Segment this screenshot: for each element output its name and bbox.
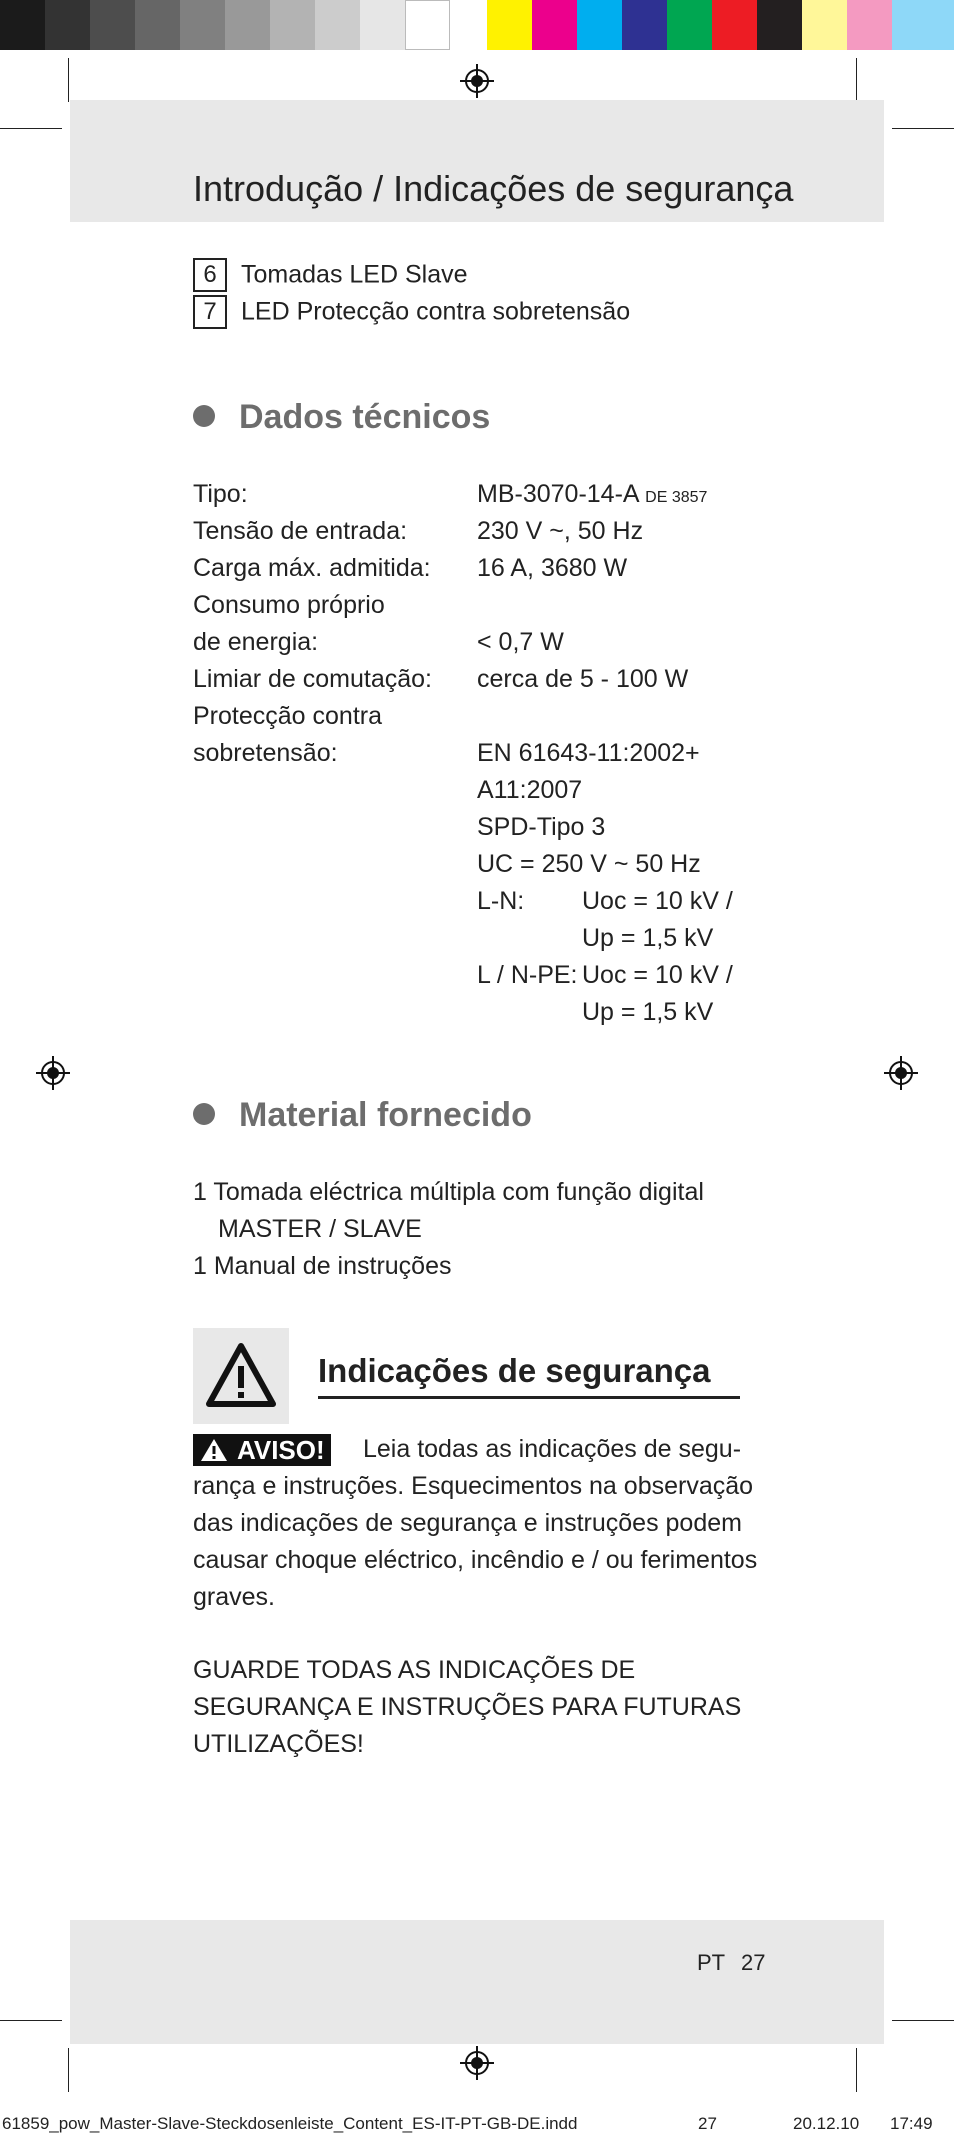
spec-value: 16 A, 3680 W: [477, 554, 628, 582]
crop-mark: [856, 2048, 857, 2092]
color-swatch: [622, 0, 667, 50]
page-number: 27: [741, 1950, 766, 1975]
slug-filename: 61859_pow_Master-Slave-Steckdosenleiste_Content_ES-IT-PT-GB-DE.indd: [2, 2114, 578, 2133]
slug-time: 17:49: [890, 2114, 933, 2133]
section-heading-safety: Indicações de segurança: [318, 1352, 711, 1389]
crop-mark: [892, 128, 954, 129]
warning-small-icon: [199, 1437, 229, 1463]
spec-value-continued: SPD-Tipo 3: [477, 813, 606, 841]
warning-text: Leia todas as indicações de segu-: [363, 1435, 742, 1463]
list-item: 1 Tomada eléctrica múltipla com função digital: [193, 1178, 704, 1206]
spec-label: Tipo:: [193, 480, 248, 508]
color-swatch: [90, 0, 135, 50]
spec-ln-value: Up = 1,5 kV: [582, 924, 714, 952]
legend-number: 7: [193, 295, 227, 329]
slug-page: 27: [698, 2114, 717, 2133]
color-swatch: [577, 0, 622, 50]
color-swatch: [532, 0, 577, 50]
color-swatch: [667, 0, 712, 50]
legend-number: 6: [193, 258, 227, 292]
warning-badge-label: AVISO!: [237, 1435, 325, 1465]
spec-ln-value: Uoc = 10 kV /: [582, 887, 733, 915]
bullet-icon: [193, 1103, 215, 1125]
warning-badge: [193, 1434, 331, 1466]
section-heading-technical: Dados técnicos: [193, 398, 490, 437]
spec-label: de energia:: [193, 628, 319, 656]
spec-label: Tensão de entrada:: [193, 517, 408, 545]
spec-lnpe-value: Uoc = 10 kV /: [582, 961, 733, 989]
spec-value-continued: UC = 250 V ~ 50 Hz: [477, 850, 701, 878]
spec-ln-label: L-N:: [477, 887, 525, 915]
registration-mark-icon: [460, 2046, 494, 2080]
legend-text: Tomadas LED Slave: [241, 260, 468, 289]
spec-value: 230 V ~, 50 Hz: [477, 517, 644, 545]
section-heading-supplied: Material fornecido: [193, 1096, 532, 1135]
bullet-icon: [193, 405, 215, 427]
spec-lnpe-label: L / N-PE:: [477, 961, 578, 989]
page-title: Introdução / Indicações de segurança: [193, 168, 794, 209]
warning-text: rança e instruções. Esquecimentos na observação: [193, 1472, 754, 1500]
heading-underline: [318, 1396, 740, 1399]
keep-instructions-text: SEGURANÇA E INSTRUÇÕES PARA FUTURAS: [193, 1693, 742, 1721]
registration-mark-icon: [884, 1056, 918, 1090]
color-swatch: [0, 0, 45, 50]
color-swatch: [180, 0, 225, 50]
color-swatch: [225, 0, 270, 50]
list-item: MASTER / SLAVE: [218, 1215, 422, 1243]
spec-value: < 0,7 W: [477, 628, 564, 656]
color-calibration-bar: [0, 0, 954, 50]
footer-band: [70, 1920, 884, 2044]
color-swatch: [712, 0, 757, 50]
crop-mark: [68, 2048, 69, 2092]
keep-instructions-text: UTILIZAÇÕES!: [193, 1730, 364, 1758]
footer-language: PT: [697, 1950, 726, 1975]
spec-value: cerca de 5 - 100 W: [477, 665, 689, 693]
warning-text: graves.: [193, 1583, 275, 1611]
spec-value: MB-3070-14-A DE 3857: [477, 480, 708, 508]
crop-mark: [892, 2020, 954, 2021]
color-swatch: [487, 0, 532, 50]
color-swatch: [45, 0, 90, 50]
spec-label: sobretensão:: [193, 739, 338, 767]
spec-value: EN 61643-11:2002+: [477, 739, 700, 767]
spec-value-continued: A11:2007: [477, 776, 583, 804]
color-swatch: [405, 0, 450, 50]
registration-mark-icon: [460, 64, 494, 98]
warning-text: causar choque eléctrico, incêndio e / ou ferimentos: [193, 1546, 758, 1574]
spec-label: Consumo próprio: [193, 591, 385, 619]
legend-item: [193, 258, 468, 292]
color-swatch: [360, 0, 405, 50]
list-item: 1 Manual de instruções: [193, 1252, 452, 1280]
spec-label: Limiar de comutação:: [193, 665, 433, 693]
warning-text: das indicações de segurança e instruções podem: [193, 1509, 742, 1537]
slug-date: 20.12.10: [793, 2114, 860, 2133]
crop-mark: [68, 58, 69, 102]
color-swatch: [270, 0, 315, 50]
color-swatch: [757, 0, 802, 50]
warning-triangle-icon: [193, 1328, 289, 1424]
legend-text: LED Protecção contra sobretensão: [241, 297, 631, 326]
spec-suffix: DE 3857: [645, 489, 708, 506]
legend-item: [193, 295, 630, 329]
spec-label: Protecção contra: [193, 702, 382, 730]
color-swatch: [847, 0, 892, 50]
spec-label: Carga máx. admitida:: [193, 554, 431, 582]
crop-mark: [856, 58, 857, 102]
crop-mark: [0, 2020, 62, 2021]
spec-lnpe-value: Up = 1,5 kV: [582, 998, 714, 1026]
warning-box: [193, 1328, 289, 1424]
color-swatch: [802, 0, 847, 50]
keep-instructions-text: GUARDE TODAS AS INDICAÇÕES DE: [193, 1656, 636, 1684]
registration-mark-icon: [36, 1056, 70, 1090]
color-swatch: [315, 0, 360, 50]
crop-mark: [0, 128, 62, 129]
color-swatch: [892, 0, 954, 50]
color-swatch: [135, 0, 180, 50]
